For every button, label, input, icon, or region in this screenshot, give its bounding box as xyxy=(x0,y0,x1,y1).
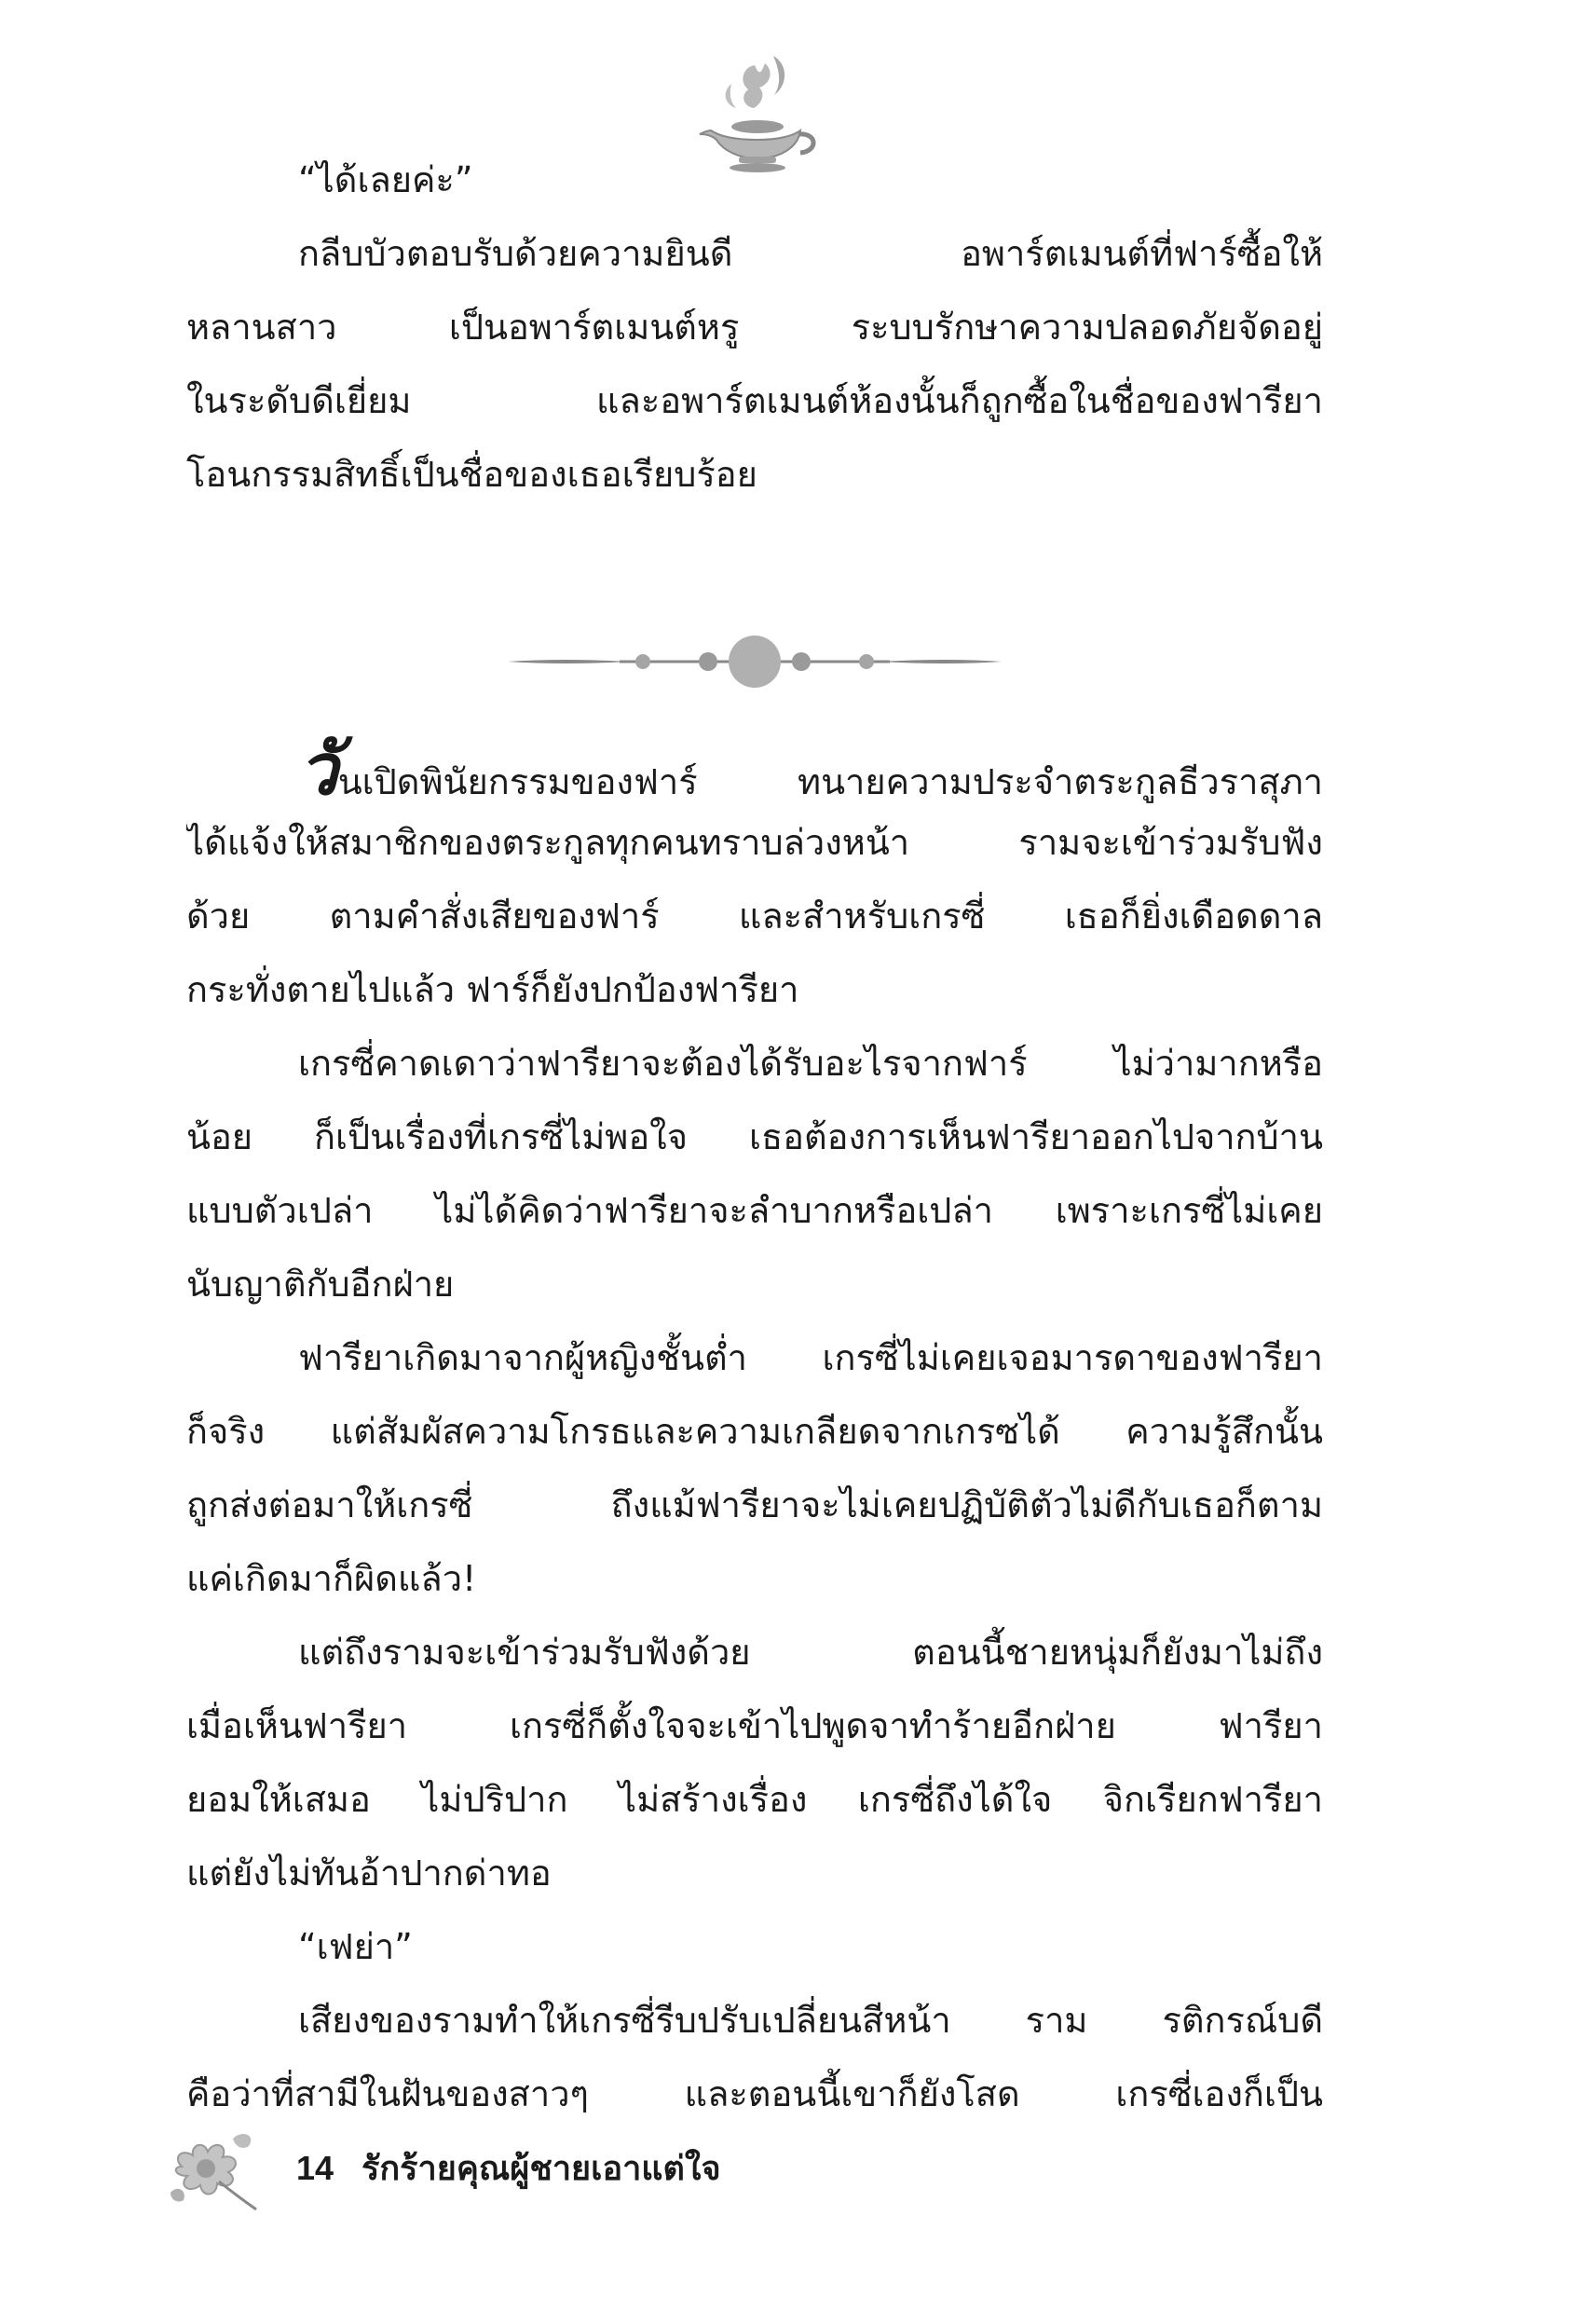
page-footer xyxy=(296,2141,721,2195)
page-number: 14 xyxy=(296,2149,334,2187)
paragraph-line: ถูกส่งต่อมาให้เกรซี่ ถึงแม้ฟารียาจะไม่เคยปฏิบัติตัวไม่ดีกับเธอก็ตาม xyxy=(186,1484,1323,1525)
paragraph-line: แต่ยังไม่ทันอ้าปากด่าทอ xyxy=(186,1853,552,1894)
paragraph-line: “ได้เลยค่ะ” xyxy=(298,159,473,200)
paragraph-line: “เฟย่า” xyxy=(298,1926,413,1967)
book-title: รักร้ายคุณผู้ชายเอาแต่ใจ xyxy=(361,2149,721,2187)
paragraph-line: แค่เกิดมาก็ผิดแล้ว! xyxy=(186,1558,477,1599)
paragraph-line: โอนกรรมสิทธิ์เป็นชื่อของเธอเรียบร้อย xyxy=(186,454,757,495)
paragraph-line: นับญาติกับอีกฝ่าย xyxy=(186,1264,455,1305)
paragraph-line: แบบตัวเปล่า ไม่ได้คิดว่าฟารียาจะลำบากหรือเปล่า เพราะเกรซี่ไม่เคย xyxy=(186,1190,1323,1231)
paragraph-line: น้อย ก็เป็นเรื่องที่เกรซี่ไม่พอใจ เธอต้องการเห็นฟารียาออกไปจากบ้าน xyxy=(186,1116,1323,1157)
paragraph-line: แต่ถึงรามจะเข้าร่วมรับฟังด้วย ตอนนี้ชายหนุ่มก็ยังมาไม่ถึง xyxy=(298,1632,1323,1673)
paragraph-line: ในระดับดีเยี่ยม และอพาร์ตเมนต์ห้องนั้นก็ถูกซื้อในชื่อของฟารียา xyxy=(186,380,1323,421)
paragraph-line: ยอมให้เสมอ ไม่ปริปาก ไม่สร้างเรื่อง เกรซี่ถึงได้ใจ จิกเรียกฟารียา xyxy=(186,1779,1323,1820)
paragraph-line: กระทั่งตายไปแล้ว ฟาร์ก็ยังปกป้องฟารียา xyxy=(186,969,799,1010)
section-two xyxy=(186,732,1323,2131)
paragraph-line: ด้วย ตามคำสั่งเสียของฟาร์ และสำหรับเกรซี่ เธอก็ยิ่งเดือดดาล xyxy=(186,896,1323,937)
paragraph-line: วันเปิดพินัยกรรมของฟาร์ ทนายความประจำตระกูลธีวราสุภา xyxy=(186,732,1323,806)
drop-cap: วั xyxy=(298,732,338,806)
paragraph-line: เกรซี่คาดเดาว่าฟารียาจะต้องได้รับอะไรจากฟาร์ ไม่ว่ามากหรือ xyxy=(298,1043,1323,1084)
section-one xyxy=(186,144,1323,512)
flower-bouquet-icon xyxy=(163,2120,266,2213)
paragraph-line: ก็จริง แต่สัมผัสความโกรธและความเกลียดจากเกรซได้ ความรู้สึกนั้น xyxy=(186,1411,1323,1452)
paragraph-line: เมื่อเห็นฟารียา เกรซี่ก็ตั้งใจจะเข้าไปพูดจาทำร้ายอีกฝ่าย ฟารียา xyxy=(186,1705,1323,1746)
paragraph-line: คือว่าที่สามีในฝันของสาวๆ และตอนนี้เขาก็ยังโสด เกรซี่เองก็เป็น xyxy=(186,2073,1323,2114)
section-divider-ornament xyxy=(508,634,1002,690)
paragraph-line: หลานสาว เป็นอพาร์ตเมนต์หรู ระบบรักษาความปลอดภัยจัดอยู่ xyxy=(186,307,1323,348)
paragraph-line: ได้แจ้งให้สมาชิกของตระกูลทุกคนทราบล่วงหน้า รามจะเข้าร่วมรับฟัง xyxy=(186,822,1323,863)
paragraph-line: กลีบบัวตอบรับด้วยความยินดี อพาร์ตเมนต์ที่ฟาร์ซื้อให้ xyxy=(298,233,1323,274)
paragraph-line: เสียงของรามทำให้เกรซี่รีบปรับเปลี่ยนสีหน้า ราม รติกรณ์บดี xyxy=(298,2000,1323,2041)
paragraph-line: ฟารียาเกิดมาจากผู้หญิงชั้นต่ำ เกรซี่ไม่เคยเจอมารดาของฟารียา xyxy=(298,1337,1323,1378)
